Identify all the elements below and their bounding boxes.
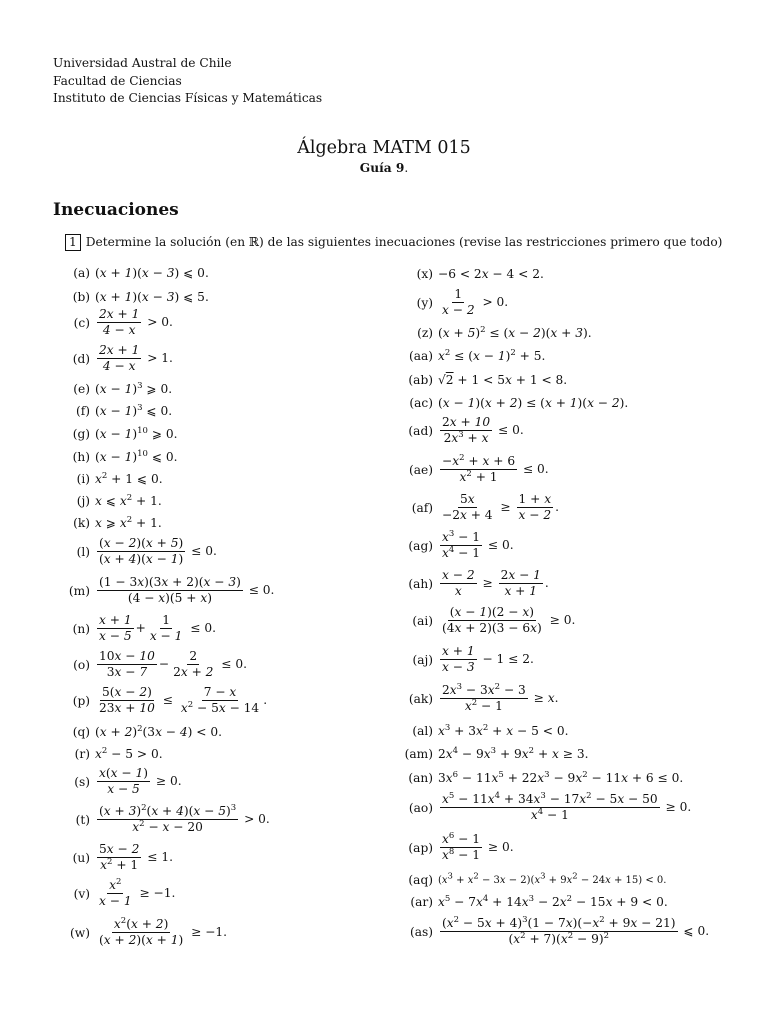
- exercise-ac: [393, 396, 628, 410]
- exercise-b: [60, 290, 209, 304]
- exercise-expression: $\frac{x(x - 1)}{x - 5}$ ≥ 0.: [99, 766, 182, 796]
- exercise-am: [393, 747, 589, 761]
- exercise-label: (n): [72, 621, 90, 636]
- exercise-label: (v): [73, 886, 90, 901]
- exercise-m: [60, 576, 274, 605]
- exercise-ad: [393, 416, 524, 445]
- exercise-label: (z): [417, 326, 433, 340]
- exercise-expression: $\frac{(1 - 3x)(3x + 2)(x - 3)}{(4 - x)(5 + x)}$ ≤ 0.: [99, 575, 275, 605]
- exercise-expression: $x^2 - 5 > 0$.: [95, 745, 163, 761]
- exercise-n: [60, 614, 216, 643]
- faculty-line: Facultad de Ciencias: [53, 73, 182, 88]
- exercise-expression: $\frac{2x^3 - 3x^2 - 3}{x^2 - 1}$ ≥ x.: [442, 681, 559, 713]
- exercise-label: (ab): [408, 373, 433, 387]
- exercise-d: [60, 344, 173, 373]
- exercise-label: (ag): [408, 538, 433, 553]
- exercise-ab: [393, 373, 567, 387]
- question-text: Determine la solución (en ℝ) de las siguientes inecuaciones (revise las restricciones primero que todo): [85, 235, 723, 249]
- exercise-label: (c): [73, 315, 90, 330]
- exercise-label: (i): [76, 472, 90, 486]
- exercise-expression: $\frac{(x - 1)(2 - x)}{(4x + 2)(3 - 6x)}$ ≥ 0.: [442, 605, 576, 635]
- exercise-expression: $\frac{x^2(x + 2)}{(x + 2)(x + 1)}$ ≥ −1.: [99, 915, 228, 947]
- exercise-af: [393, 493, 559, 522]
- section-title: Inecuaciones: [53, 200, 179, 220]
- exercise-t: [60, 802, 270, 834]
- exercise-z: [393, 326, 592, 340]
- exercise-label: (m): [68, 583, 90, 598]
- exercise-expression: x ⩽ $x^2 + 1$.: [95, 492, 162, 508]
- exercise-label: (r): [74, 747, 90, 761]
- exercise-c: [60, 308, 173, 337]
- exercise-label: (ad): [408, 423, 433, 438]
- exercise-expression: $x^5 - 7x^4 + 14x^3 - 2x^2 - 15x + 9 < 0$.: [438, 893, 668, 909]
- exercise-expression: $\frac{x^5 - 11x^4 + 34x^3 - 17x^2 - 5x - 50}{x^4 - 1}$ ≥ 0.: [442, 790, 692, 822]
- exercise-label: (x): [416, 267, 433, 281]
- exercise-expression: $(x + 5)^2 \le (x - 2)(x + 3)$.: [438, 324, 592, 340]
- exercise-f: [60, 404, 172, 418]
- exercise-expression: $(x - 1)^3$ ⩽ 0.: [95, 402, 173, 418]
- exercise-aj: [393, 645, 534, 674]
- exercise-label: (k): [73, 516, 90, 530]
- exercise-expression: $(x - 1)^{10}$ ⩽ 0.: [95, 448, 178, 464]
- exercise-label: (al): [412, 724, 433, 738]
- exercise-a: [60, 266, 209, 280]
- exercise-e: [60, 382, 172, 396]
- exercise-expression: $\frac{5x - 2}{x^2 + 1}$ ≤ 1.: [99, 842, 173, 872]
- question-number: 1: [65, 234, 81, 251]
- exercise-i: [60, 472, 163, 486]
- exercise-expression: $\frac{5(x - 2)}{23x + 10}$ ≤ $\frac{7 - x}{x^2 - 5x - 14}$ .: [99, 685, 268, 715]
- exercise-label: (d): [72, 351, 90, 366]
- exercise-v: [60, 876, 176, 908]
- exercise-expression: −6 < 2x − 4 < 2.: [438, 267, 544, 281]
- exercise-label: (y): [416, 295, 433, 310]
- exercise-expression: $x^3 + 3x^2 + x - 5 < 0$.: [438, 722, 569, 738]
- exercise-label: (o): [73, 657, 90, 672]
- exercise-y: [393, 288, 508, 317]
- exercise-l: [60, 537, 217, 566]
- exercise-expression: x ⩾ $x^2 + 1$.: [95, 514, 162, 530]
- exercise-al: [393, 724, 568, 738]
- exercise-aa: [393, 349, 545, 363]
- exercise-label: (b): [72, 290, 90, 304]
- exercise-label: (ao): [408, 800, 433, 815]
- exercise-expression: $\frac{2x + 10}{2x^3 + x}$ ≤ 0.: [442, 415, 524, 445]
- exercise-expression: $\frac{2x + 1}{4 - x}$ > 1.: [99, 343, 173, 373]
- exercise-label: (aq): [408, 873, 433, 887]
- exercise-ar: [393, 895, 668, 909]
- exercise-expression: $\frac{(x^2 - 5x + 4)^3(1 - 7x)(-x^2 + 9x - 21)}{(x^2 + 7)(x^2 - 9)^2}$ ⩽ 0.: [442, 914, 710, 946]
- exercise-label: (s): [74, 774, 90, 789]
- exercise-expression: $(x + 2)^2(3x - 4) < 0$.: [95, 723, 222, 739]
- exercise-as: [393, 914, 710, 946]
- exercise-q: [60, 725, 222, 739]
- exercise-label: (u): [72, 850, 90, 865]
- exercise-j: [60, 494, 162, 508]
- exercise-label: (as): [409, 924, 433, 939]
- exercise-expression: √2 + 1 < 5x + 1 < 8.: [438, 373, 568, 387]
- exercise-expression: (x + 1)(x − 3) ⩽ 0.: [95, 266, 209, 280]
- exercise-expression: $\frac{1}{x - 2}$ > 0.: [442, 287, 509, 317]
- exercise-expression: $2x^4 - 9x^3 + 9x^2 + x \ge 3$.: [438, 745, 589, 761]
- exercise-label: (e): [73, 382, 90, 396]
- university-line: Universidad Austral de Chile: [53, 56, 232, 70]
- exercise-label: (p): [72, 693, 90, 708]
- exercise-expression: $\frac{x^3 - 1}{x^4 - 1}$ ≤ 0.: [442, 528, 514, 560]
- exercise-u: [60, 843, 173, 872]
- exercise-label: (ac): [409, 396, 433, 410]
- exercise-expression: (x + 1)(x − 3) ⩽ 5.: [95, 290, 209, 304]
- exercise-expression: $\frac{x^6 - 1}{x^8 - 1}$ ≥ 0.: [442, 830, 514, 862]
- exercise-ae: [393, 452, 549, 484]
- exercise-label: (an): [408, 771, 433, 785]
- exercise-label: (ak): [408, 691, 433, 706]
- exercise-o: [60, 650, 247, 679]
- exercise-ak: [393, 681, 559, 713]
- exercise-expression: $3x^6 - 11x^5 + 22x^3 - 9x^2 - 11x + 6 \le 0$.: [438, 769, 684, 785]
- exercise-expression: $\frac{5x}{-2x + 4}$ ≥ $\frac{1 + x}{x - 2}$ .: [442, 492, 559, 522]
- exercise-x: [393, 267, 544, 281]
- exercise-expression: $(x^3 + x^2 - 3x - 2)(x^3 + 9x^2 - 24x + 15) < 0$.: [438, 871, 667, 886]
- exercise-label: (ap): [408, 840, 433, 855]
- institute-line: Instituto de Ciencias Físicas y Matemáticas: [53, 91, 323, 105]
- exercise-expression: $\frac{10x - 10}{3x - 7}$ − $\frac{2}{2x + 2}$ ≤ 0.: [99, 649, 248, 679]
- exercise-expression: $\frac{(x + 3)^2(x + 4)(x - 5)^3}{x^2 - x - 20}$ > 0.: [99, 802, 270, 834]
- exercise-expression: $(x - 1)^{10}$ ⩾ 0.: [95, 425, 178, 441]
- exercise-label: (aj): [412, 652, 433, 667]
- exercise-ap: [393, 830, 514, 862]
- exercise-expression: $(x - 1)^3$ ⩾ 0.: [95, 380, 173, 396]
- exercise-h: [60, 450, 178, 464]
- exercise-ao: [393, 790, 692, 822]
- exercise-expression: $\frac{2x + 1}{4 - x}$ > 0.: [99, 307, 173, 337]
- page-title: Álgebra MATM 015: [297, 138, 471, 158]
- exercise-w: [60, 915, 228, 947]
- exercise-expression: $\frac{(x - 2)(x + 5)}{(x + 4)(x - 1)}$ ≤ 0.: [99, 536, 217, 566]
- exercise-label: (ah): [408, 576, 433, 591]
- exercise-label: (w): [70, 925, 90, 940]
- exercise-expression: (x − 1)(x + 2) ≤ (x + 1)(x − 2).: [438, 396, 629, 410]
- exercise-label: (aa): [408, 349, 433, 363]
- exercise-r: [60, 747, 163, 761]
- exercise-label: (ai): [412, 613, 433, 628]
- exercise-label: (t): [75, 812, 90, 827]
- exercise-label: (ae): [409, 462, 433, 477]
- exercise-g: [60, 427, 178, 441]
- exercise-expression: $x^2 \le (x - 1)^2 + 5$.: [438, 347, 546, 363]
- exercise-expression: $x^2 + 1$ ⩽ 0.: [95, 470, 163, 486]
- exercise-expression: $\frac{-x^2 + x + 6}{x^2 + 1}$ ≤ 0.: [442, 452, 549, 484]
- exercise-an: [393, 771, 683, 785]
- exercise-ah: [393, 569, 549, 598]
- exercise-label: (ar): [410, 895, 433, 909]
- exercise-expression: $\frac{x + 1}{x - 3}$ − 1 ≤ 2.: [442, 644, 534, 674]
- exercise-ai: [393, 606, 575, 635]
- exercise-label: (af): [411, 500, 433, 515]
- exercise-label: (a): [73, 266, 90, 280]
- exercise-expression: $\frac{x^2}{x - 1}$ ≥ −1.: [99, 876, 176, 908]
- exercise-label: (l): [76, 544, 90, 559]
- exercise-label: (j): [76, 494, 90, 508]
- guide-label: Guía 9: [359, 161, 405, 175]
- exercise-expression: $\frac{x - 2}{x}$ ≥ $\frac{2x - 1}{x + 1}$ .: [442, 568, 549, 598]
- exercise-label: (f): [75, 404, 90, 418]
- exercise-expression: $\frac{x + 1}{x - 5}$ + $\frac{1}{x - 1}$ ≤ 0.: [99, 613, 216, 643]
- exercise-aq: [393, 873, 666, 887]
- exercise-s: [60, 767, 182, 796]
- guide-period: .: [404, 161, 409, 175]
- exercise-label: (am): [404, 747, 433, 761]
- exercise-label: (g): [72, 427, 90, 441]
- exercise-ag: [393, 528, 514, 560]
- exercise-label: (h): [72, 450, 90, 464]
- exercise-p: [60, 686, 267, 715]
- exercise-label: (q): [72, 725, 90, 739]
- exercise-k: [60, 516, 162, 530]
